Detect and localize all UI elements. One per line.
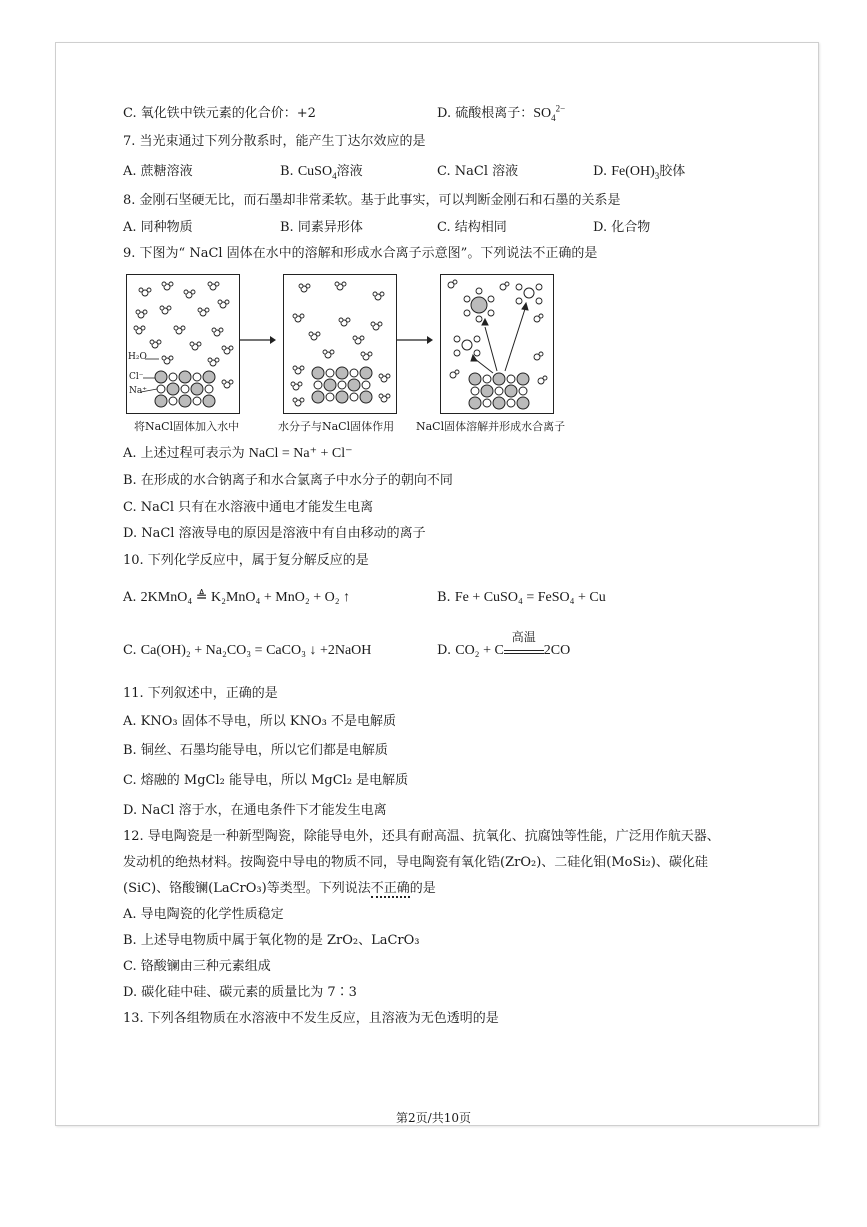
- equals-bar: [504, 650, 544, 654]
- emphasis-not-correct: 不正确: [370, 881, 410, 896]
- q9-stem: 9. 下图为“ NaCl 固体在水中的溶解和形成水合离子示意图”。下列说法不正确的是: [123, 246, 598, 261]
- q10-option-b: B. Fe + CuSO₄ = FeSO₄ + Cu: [437, 590, 606, 605]
- caption-panel-3: NaCl固体溶解并形成水合离子: [416, 420, 566, 433]
- q7-option-d: D. $Fe(OH)_3$胶体: [593, 164, 686, 181]
- q12-option-c: C. 铬酸镧由三种元素组成: [123, 959, 271, 974]
- label-h2o: H₂O: [128, 352, 147, 362]
- q6-option-c: C. 氧化铁中铁元素的化合价：+2: [123, 106, 316, 121]
- q9-option-b: B. 在形成的水合钠离子和水合氯离子中水分子的朝向不同: [123, 473, 453, 488]
- q11-stem: 11. 下列叙述中，正确的是: [123, 686, 278, 701]
- q12-stem-line-2: 发动机的绝热材料。按陶瓷中导电的物质不同，导电陶瓷有氧化锆(ZrO₂)、二硅化钼(MoSi₂)、碳化硅: [123, 855, 708, 870]
- q10-stem: 10. 下列化学反应中，属于复分解反应的是: [123, 553, 369, 568]
- q12-stem-line-1: 12. 导电陶瓷是一种新型陶瓷，除能导电外，还具有耐高温、抗氧化、抗腐蚀等性能，广泛用作航天器、: [123, 829, 720, 844]
- nacl-figure-panel-2: [283, 274, 397, 414]
- q8-option-b: B. 同素异形体: [280, 220, 363, 235]
- q10-option-a: A. 2KMnO₄ ≜ K₂MnO₄ + MnO₂ + O₂ ↑: [123, 590, 351, 605]
- q10-option-c: C. Ca(OH)₂ + Na₂CO₃ = CaCO₃ ↓ +2NaOH: [123, 643, 372, 658]
- q12-option-b: B. 上述导电物质中属于氧化物的是 ZrO₂、LaCrO₃: [123, 933, 420, 948]
- nacl-figure-panel-3: [440, 274, 554, 414]
- q8-option-d: D. 化合物: [593, 220, 651, 235]
- caption-panel-1: 将NaCl固体加入水中: [134, 420, 240, 433]
- q7-option-a: A. 蔗糖溶液: [123, 164, 193, 179]
- q9-option-a: A. 上述过程可表示为 NaCl = Na⁺ + Cl⁻: [123, 446, 353, 461]
- panel-2-drawing: [284, 275, 396, 413]
- nacl-figure-panel-1: [126, 274, 240, 414]
- caption-panel-2: 水分子与NaCl固体作用: [278, 420, 395, 433]
- panel-3-drawing: [441, 275, 553, 413]
- q12-option-d: D. 碳化硅中硅、碳元素的质量比为 7∶3: [123, 985, 357, 1000]
- page-number: 第2页/共10页: [396, 1111, 471, 1125]
- arrow-right-icon: [240, 334, 276, 346]
- q13-stem: 13. 下列各组物质在水溶液中不发生反应，且溶液为无色透明的是: [123, 1011, 499, 1026]
- q11-option-d: D. NaCl 溶于水，在通电条件下才能发生电离: [123, 803, 387, 818]
- q9-option-d: D. NaCl 溶液导电的原因是溶液中有自由移动的离子: [123, 526, 426, 541]
- q8-stem: 8. 金刚石坚硬无比，而石墨却非常柔软。基于此事实，可以判断金刚石和石墨的关系是: [123, 193, 621, 208]
- q12-stem-line-3: (SiC)、铬酸镧(LaCrO₃)等类型。下列说法不正确的是: [123, 881, 436, 896]
- q7-stem: 7. 当光束通过下列分散系时，能产生丁达尔效应的是: [123, 134, 426, 149]
- q10-option-d: D. CO₂ + C 高温 2CO: [437, 630, 571, 658]
- q11-option-a: A. KNO₃ 固体不导电，所以 KNO₃ 不是电解质: [123, 714, 396, 729]
- q11-option-b: B. 铜丝、石墨均能导电，所以它们都是电解质: [123, 743, 388, 758]
- q8-option-c: C. 结构相同: [437, 220, 507, 235]
- q6-option-d: D. 硫酸根离子：$SO_4^{2-}$: [437, 103, 566, 123]
- q8-option-a: A. 同种物质: [123, 220, 193, 235]
- label-na: Na⁺: [129, 386, 147, 396]
- q7-option-c: C. NaCl 溶液: [437, 164, 519, 179]
- q7-option-b: B. CuSO$_4$溶液: [280, 164, 363, 181]
- reaction-condition: 高温: [511, 630, 536, 644]
- q11-option-c: C. 熔融的 MgCl₂ 能导电，所以 MgCl₂ 是电解质: [123, 773, 409, 788]
- label-cl: Cl⁻: [129, 372, 144, 382]
- q12-option-a: A. 导电陶瓷的化学性质稳定: [123, 907, 284, 922]
- arrow-right-icon: [397, 334, 433, 346]
- q9-option-c: C. NaCl 只有在水溶液中通电才能发生电离: [123, 500, 374, 515]
